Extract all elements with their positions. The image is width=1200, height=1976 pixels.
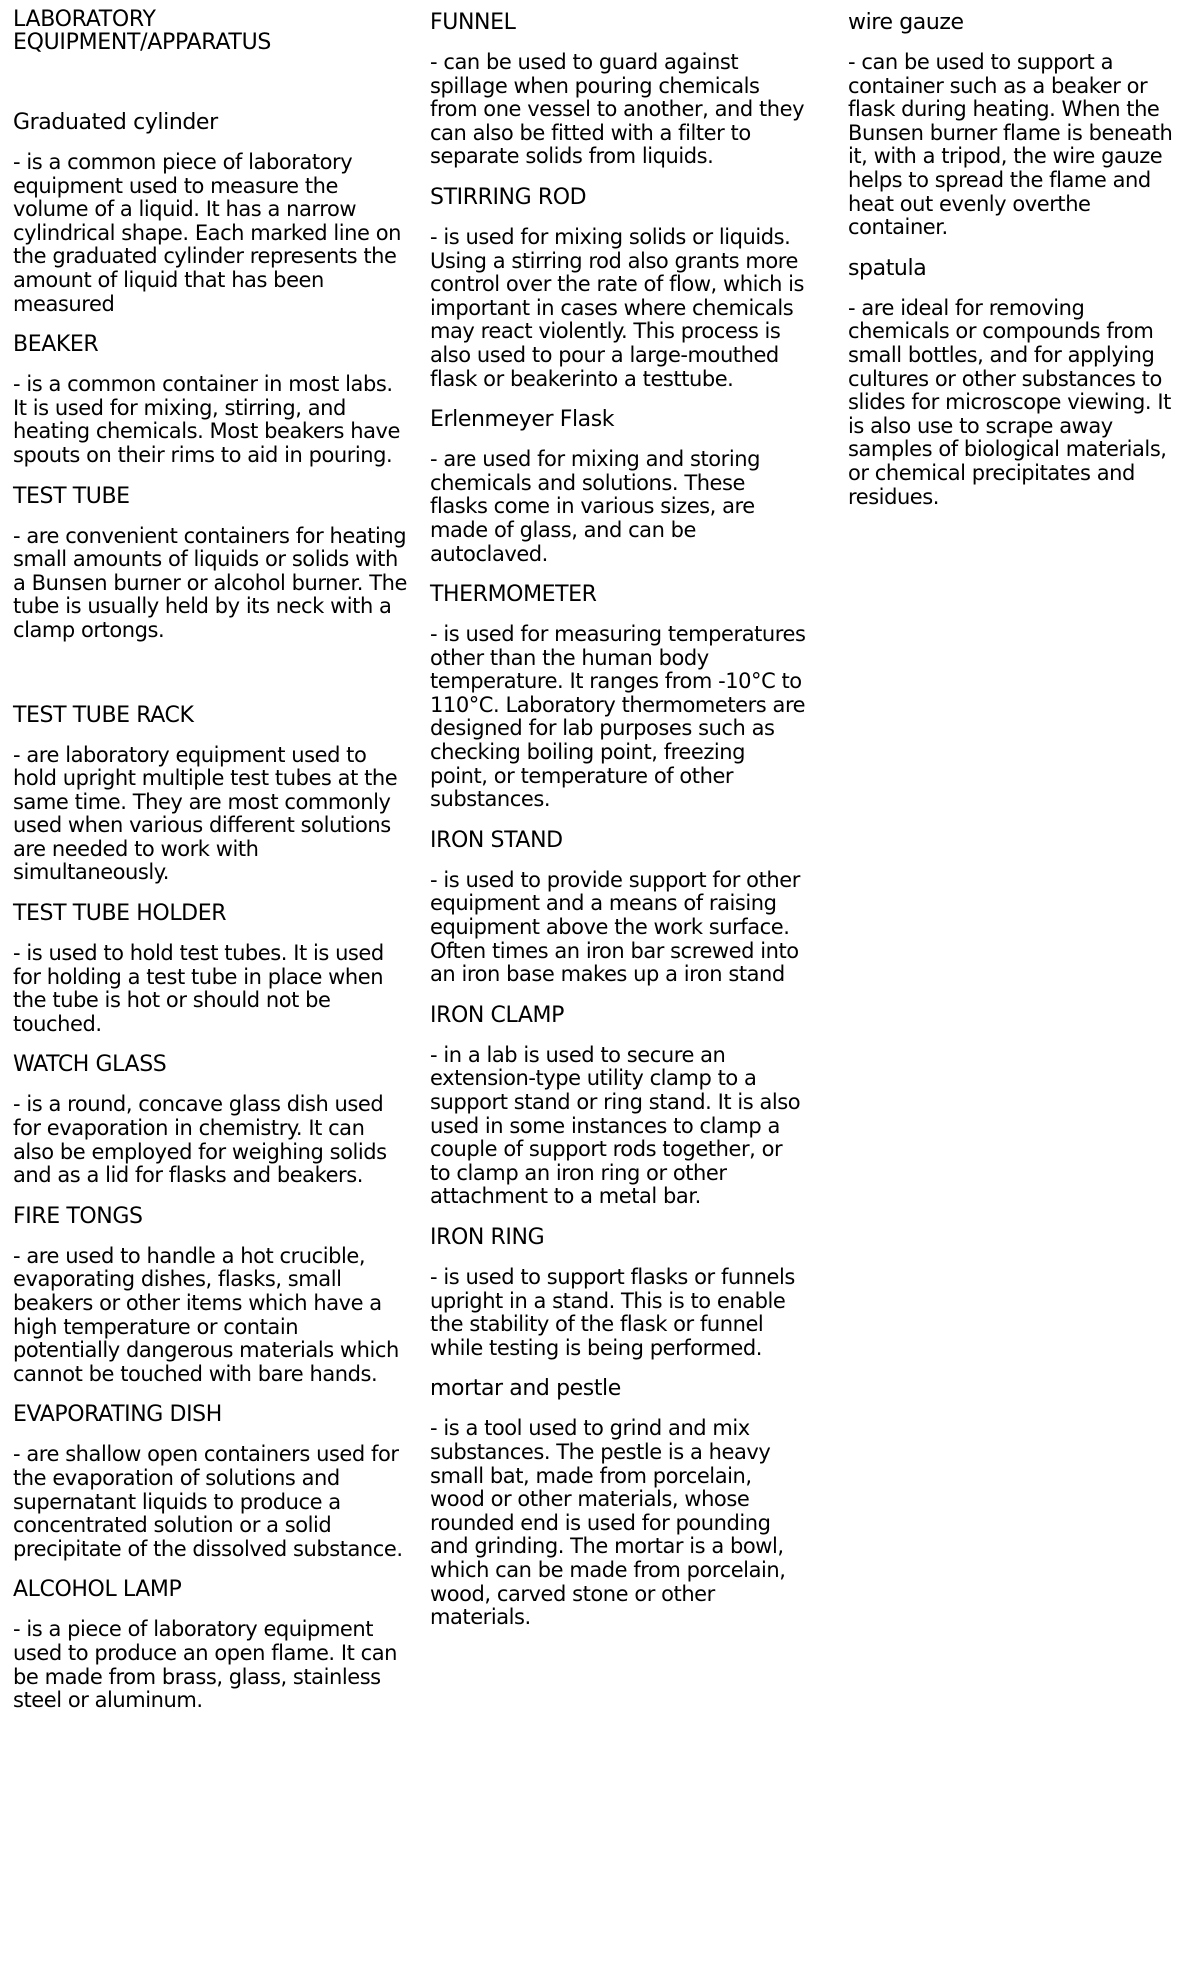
entry-text-erlenmeyer-flask: - are used for mixing and storing chemicals and solutions. These flasks come in various sizes, are made of glass, and can be autoclaved. bbox=[430, 447, 760, 566]
entry-text-funnel: - can be used to guard against spillage when pouring chemicals from one vessel to another, and they can also be fitted with a filter to separate solids from liquids. bbox=[430, 50, 805, 169]
entry-heading-watch-glass: WATCH GLASS bbox=[13, 1052, 167, 1078]
entry-heading-wire-gauze: wire gauze bbox=[848, 10, 964, 35]
entry-heading-erlenmeyer-flask: Erlenmeyer Flask bbox=[430, 407, 615, 433]
entry-heading-thermometer: THERMOMETER bbox=[430, 582, 597, 608]
entry-heading-iron-clamp: IRON CLAMP bbox=[430, 1002, 564, 1028]
entry-text-thermometer: - is used for measuring temperatures other than the human body temperature. It ranges from -10°C to 110°C. Laboratory thermometers are designed for lab purposes such as checking boiling point, freezing point, or temperature of other substances. bbox=[430, 622, 806, 812]
column-2 bbox=[430, 10, 808, 1646]
document-title-line-2: EQUIPMENT/APPARATUS bbox=[13, 30, 272, 55]
entry-heading-test-tube-holder: TEST TUBE HOLDER bbox=[13, 901, 227, 927]
column-1 bbox=[13, 8, 408, 1729]
entry-heading-fire-tongs: FIRE TONGS bbox=[13, 1203, 143, 1229]
entry-heading-iron-ring: IRON RING bbox=[430, 1224, 545, 1250]
column-3 bbox=[848, 10, 1190, 525]
entry-text-graduated-cylinder: - is a common piece of laboratory equipment used to measure the volume of a liquid. It has a narrow cylindrical shape. Each marked line on the graduated cylinder represents the amount of liquid that has been measured bbox=[13, 150, 401, 316]
entry-text-alcohol-lamp: - is a piece of laboratory equipment used to produce an open flame. It can be made from brass, glass, stainless steel or aluminum. bbox=[13, 1617, 398, 1713]
entry-text-watch-glass: - is a round, concave glass dish used for evaporation in chemistry. It can also be employed for weighing solids and as a lid for flasks and beakers. bbox=[13, 1092, 387, 1188]
entry-heading-test-tube-rack: TEST TUBE RACK bbox=[13, 702, 194, 728]
entry-heading-beaker: BEAKER bbox=[13, 332, 99, 358]
entry-text-stirring-rod: - is used for mixing solids or liquids. Using a stirring rod also grants more control over the rate of flow, which is important in cases where chemicals may react violently. This process is also used to pour a large-mouthed flask or beakerinto a testtube. bbox=[430, 224, 805, 391]
document-title-line-1: LABORATORY bbox=[13, 7, 156, 32]
entry-heading-stirring-rod: STIRRING ROD bbox=[430, 184, 587, 210]
entry-heading-graduated-cylinder: Graduated cylinder bbox=[13, 110, 218, 135]
entry-text-iron-stand: - is used to provide support for other equipment and a means of raising equipment above the work surface. Often times an iron bar screwed into an iron base makes up a iron stand bbox=[430, 867, 800, 987]
entry-heading-evaporating-dish: EVAPORATING DISH bbox=[13, 1402, 222, 1428]
entry-text-test-tube-holder: - is used to hold test tubes. It is used for holding a test tube in place when the tube is hot or should not be touched. bbox=[13, 941, 384, 1036]
entry-heading-funnel: FUNNEL bbox=[430, 10, 516, 35]
entry-text-iron-ring: - is used to support flasks or funnels upright in a stand. This is to enable the stability of the flask or funnel while testing is being performed. bbox=[430, 1264, 795, 1360]
entry-text-evaporating-dish: - are shallow open containers used for the evaporation of solutions and supernatant liquids to produce a concentrated solution or a solid precipitate of the dissolved substance. bbox=[13, 1442, 403, 1561]
entry-heading-test-tube: TEST TUBE bbox=[13, 483, 130, 509]
entry-heading-mortar-and-pestle: mortar and pestle bbox=[430, 1376, 621, 1402]
entry-heading-spatula: spatula bbox=[848, 255, 927, 281]
entry-text-mortar-and-pestle: - is a tool used to grind and mix substances. The pestle is a heavy small bat, made from porcelain, wood or other materials, whose rounded end is used for pounding and grinding. The mortar is a bowl, which can be made from porcelain, wood, carved stone or other materials. bbox=[430, 1416, 786, 1630]
entry-text-iron-clamp: - in a lab is used to secure an extension-type utility clamp to a support stand or ring stand. It is also used in some instances to clamp a couple of support rods together, or to clamp an iron ring or other attachment to a metal bar. bbox=[430, 1042, 801, 1209]
document-title bbox=[13, 8, 408, 54]
entry-text-beaker: - is a common container in most labs. It is used for mixing, stirring, and heating chemicals. Most beakers have spouts on their rims to aid in pouring. bbox=[13, 372, 400, 467]
entry-heading-iron-stand: IRON STAND bbox=[430, 827, 563, 853]
entry-text-spatula: - are ideal for removing chemicals or compounds from small bottles, and for applying cultures or other substances to slides for microscope viewing. It is also use to scrape away samples of biological materials, or chemical precipitates and residues. bbox=[848, 295, 1171, 509]
entry-text-wire-gauze: - can be used to support a container such as a beaker or flask during heating. When the Bunsen burner flame is beneath it, with a tripod, the wire gauze helps to spread the flame and heat out evenly overthe container. bbox=[848, 50, 1173, 240]
entry-text-fire-tongs: - are used to handle a hot crucible, evaporating dishes, flasks, small beakers or other items which have a high temperature or contain potentially dangerous materials which cannot be touched with bare hands. bbox=[13, 1243, 399, 1386]
entry-text-test-tube: - are convenient containers for heating small amounts of liquids or solids with a Bunsen burner or alcohol burner. The tube is usually held by its neck with a clamp ortongs. bbox=[13, 523, 407, 642]
entry-heading-alcohol-lamp: ALCOHOL LAMP bbox=[13, 1577, 182, 1603]
entry-text-test-tube-rack: - are laboratory equipment used to hold upright multiple test tubes at the same time. They are most commonly used when various different solutions are needed to work with simultaneously. bbox=[13, 742, 398, 885]
